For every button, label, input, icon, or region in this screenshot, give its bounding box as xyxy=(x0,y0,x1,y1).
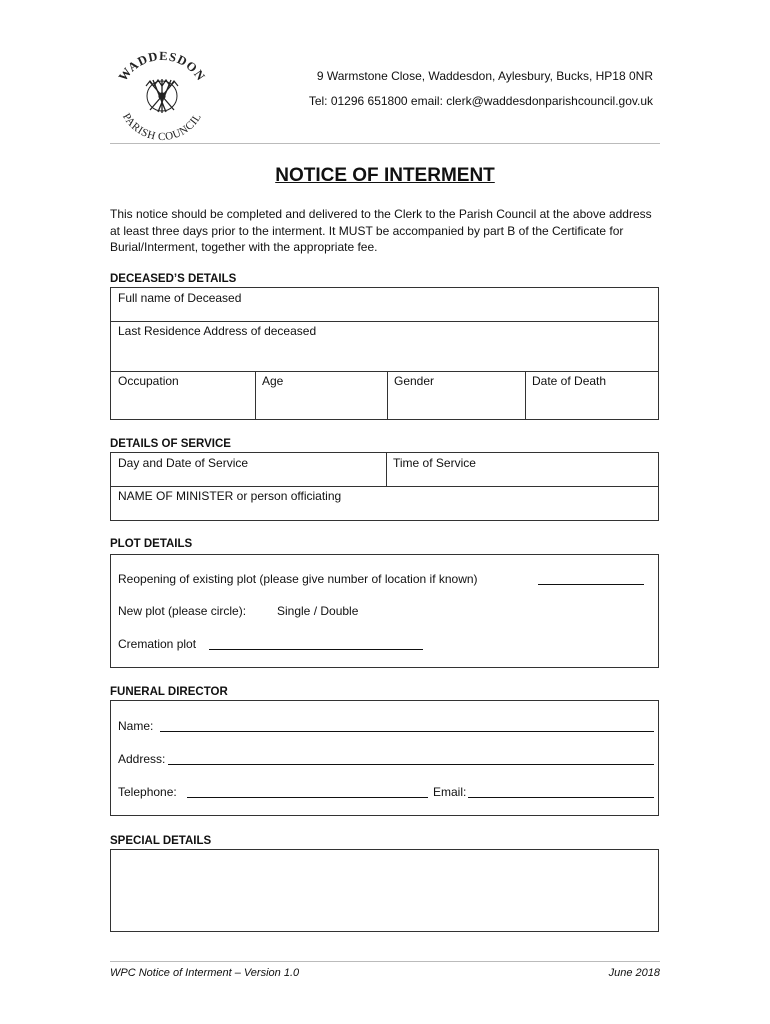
header-contact: Tel: 01296 651800 email: clerk@waddesdonparishcouncil.gov.uk xyxy=(308,94,653,108)
fd-telephone-blank[interactable] xyxy=(187,797,428,798)
service-details-table xyxy=(110,452,659,521)
header-divider xyxy=(110,143,660,144)
cremation-label: Cremation plot xyxy=(118,637,197,651)
fd-name-blank[interactable] xyxy=(160,731,654,732)
logo-text-top: WADDESDON xyxy=(115,48,209,84)
plot-heading: PLOT DETAILS xyxy=(110,538,193,550)
intro-text: This notice should be completed and delivered to the Clerk to the Parish Council at the above address at least three days prior to the interment. It MUST be accompanied by part B of the Certificate for Burial/Interment, together with the appropriate fee. xyxy=(110,207,652,254)
fd-name-label: Name: xyxy=(118,719,154,733)
footer-version: WPC Notice of Interment – Version 1.0 xyxy=(110,967,300,979)
special-heading: SPECIAL DETAILS xyxy=(110,835,212,847)
occupation-label: Occupation xyxy=(118,374,179,388)
footer-divider xyxy=(110,961,660,962)
fd-telephone-label: Telephone: xyxy=(118,785,177,799)
header-address: 9 Warmstone Close, Waddesdon, Aylesbury, Bucks, HP18 0NR xyxy=(316,69,653,83)
service-time-label: Time of Service xyxy=(393,456,476,470)
reopening-row xyxy=(118,572,478,586)
page-title: NOTICE OF INTERMENT xyxy=(275,165,495,186)
logo-emblem xyxy=(146,79,178,113)
reopening-blank[interactable] xyxy=(538,584,644,585)
footer-date: June 2018 xyxy=(608,967,660,979)
service-date-label: Day and Date of Service xyxy=(118,456,249,470)
fd-address-label: Address: xyxy=(118,752,166,766)
cremation-row xyxy=(118,637,196,651)
parish-council-logo xyxy=(106,46,218,146)
full-name-label: Full name of Deceased xyxy=(118,291,242,305)
special-details-box[interactable] xyxy=(110,849,659,932)
reopening-label: Reopening of existing plot (please give number of location if known) xyxy=(118,572,478,586)
funeral-heading: FUNERAL DIRECTOR xyxy=(110,686,228,698)
fd-email-blank[interactable] xyxy=(468,797,654,798)
service-heading: DETAILS OF SERVICE xyxy=(110,438,231,450)
gender-label: Gender xyxy=(394,374,435,388)
fd-address-blank[interactable] xyxy=(168,764,654,765)
deceased-heading: DECEASED’S DETAILS xyxy=(110,273,237,285)
svg-text:PARISH COUNCIL xyxy=(120,111,204,143)
plot-details-box xyxy=(110,554,659,668)
logo-text-bottom: PARISH COUNCIL xyxy=(120,111,204,144)
new-plot-label: New plot (please circle): xyxy=(118,604,247,618)
date-of-death-label: Date of Death xyxy=(532,374,607,388)
age-label: Age xyxy=(262,374,284,388)
deceased-details-table xyxy=(110,287,659,420)
cremation-blank[interactable] xyxy=(209,649,423,650)
new-plot-row xyxy=(118,604,246,618)
funeral-director-box xyxy=(110,700,659,816)
fd-email-label: Email: xyxy=(433,785,467,799)
new-plot-options[interactable]: Single / Double xyxy=(277,604,359,618)
svg-text:WADDESDON xyxy=(116,49,208,84)
last-residence-label: Last Residence Address of deceased xyxy=(118,324,317,338)
minister-label: NAME OF MINISTER or person officiating xyxy=(118,489,342,503)
